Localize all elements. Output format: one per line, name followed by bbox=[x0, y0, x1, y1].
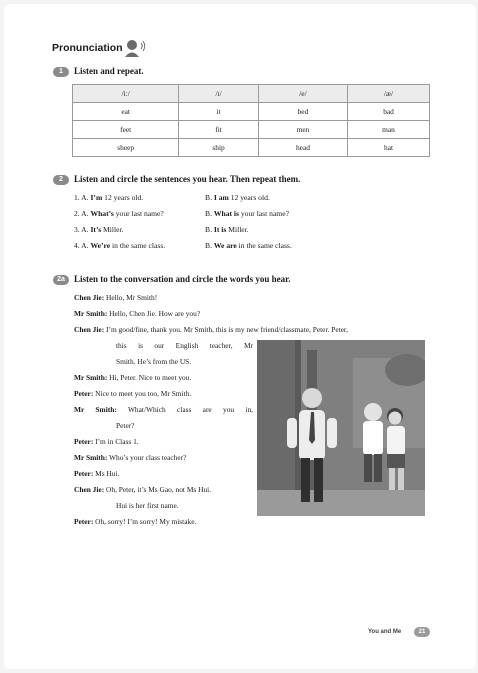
exercise-1-heading: Listen and repeat. bbox=[74, 66, 144, 76]
table-cell: hat bbox=[348, 139, 430, 157]
col-header: /æ/ bbox=[348, 85, 430, 103]
table-row bbox=[73, 103, 430, 121]
dialogue-line: Peter: Ms Hui. bbox=[74, 469, 120, 478]
dialogue-line: Mr Smith: What/Which class are you in, bbox=[74, 405, 253, 414]
col-header: /e/ bbox=[258, 85, 347, 103]
exercise-badge-1: 1 bbox=[53, 67, 69, 77]
table-cell: head bbox=[258, 139, 347, 157]
dialogue-line: Chen Jie: I’m good/fine, thank you. Mr Smith, this is my new friend/classmate, Peter. Peter, bbox=[74, 325, 348, 334]
speaker-icon bbox=[124, 38, 146, 58]
dialogue-line: Smith. He’s from the US. bbox=[116, 357, 192, 366]
option-1b[interactable]: B. I am 12 years old. bbox=[205, 193, 270, 202]
option-2a[interactable]: 2. A. What’s your last name? bbox=[74, 209, 164, 218]
dialogue-line: Chen Jie: Hello, Mr Smith! bbox=[74, 293, 158, 302]
option-4b[interactable]: B. We are in the same class. bbox=[205, 241, 292, 250]
table-cell: bad bbox=[348, 103, 430, 121]
dialogue-line: Peter? bbox=[116, 421, 135, 430]
table-cell: sheep bbox=[73, 139, 179, 157]
table-cell: men bbox=[258, 121, 347, 139]
table-row bbox=[73, 139, 430, 157]
dialogue-line: Mr Smith: Who’s your class teacher? bbox=[74, 453, 187, 462]
table-cell: ship bbox=[179, 139, 259, 157]
table-cell: feet bbox=[73, 121, 179, 139]
exercise-badge-2a: 2a bbox=[53, 275, 69, 285]
footer-unit-title: You and Me bbox=[368, 629, 402, 635]
table-cell: fit bbox=[179, 121, 259, 139]
dialogue-line: Peter: Oh, sorry! I’m sorry! My mistake. bbox=[74, 517, 197, 526]
table-cell: eat bbox=[73, 103, 179, 121]
option-2b[interactable]: B. What is your last name? bbox=[205, 209, 289, 218]
dialogue-line: Chen Jie: Oh, Peter, it’s Ms Gao, not Ms Hui. bbox=[74, 485, 212, 494]
conversation-illustration bbox=[257, 340, 425, 516]
option-4a[interactable]: 4. A. We’re in the same class. bbox=[74, 241, 166, 250]
page-number: 21 bbox=[414, 627, 430, 637]
table-cell: man bbox=[348, 121, 430, 139]
exercise-2-heading: Listen and circle the sentences you hear. Then repeat them. bbox=[74, 174, 301, 184]
dialogue-line: this is our English teacher, Mr bbox=[116, 341, 253, 350]
exercise-2a-heading: Listen to the conversation and circle the words you hear. bbox=[74, 274, 291, 284]
dialogue-line: Peter: Nice to meet you too, Mr Smith. bbox=[74, 389, 192, 398]
option-3b[interactable]: B. It is Miller. bbox=[205, 225, 249, 234]
option-3a[interactable]: 3. A. It’s Miller. bbox=[74, 225, 124, 234]
table-cell: bed bbox=[258, 103, 347, 121]
pronunciation-table bbox=[72, 84, 430, 157]
table-row bbox=[73, 121, 430, 139]
section-title: Pronunciation bbox=[52, 42, 123, 54]
dialogue-line: Peter: I’m in Class 1. bbox=[74, 437, 139, 446]
col-header: /ɪ/ bbox=[179, 85, 259, 103]
option-1a[interactable]: 1. A. I’m 12 years old. bbox=[74, 193, 144, 202]
exercise-badge-2: 2 bbox=[53, 175, 69, 185]
table-cell: it bbox=[179, 103, 259, 121]
dialogue-line: Mr Smith: Hello, Chen Jie. How are you? bbox=[74, 309, 201, 318]
col-header: /iː/ bbox=[73, 85, 179, 103]
dialogue-line: Mr Smith: Hi, Peter. Nice to meet you. bbox=[74, 373, 192, 382]
dialogue-line: Hui is her first name. bbox=[116, 501, 179, 510]
